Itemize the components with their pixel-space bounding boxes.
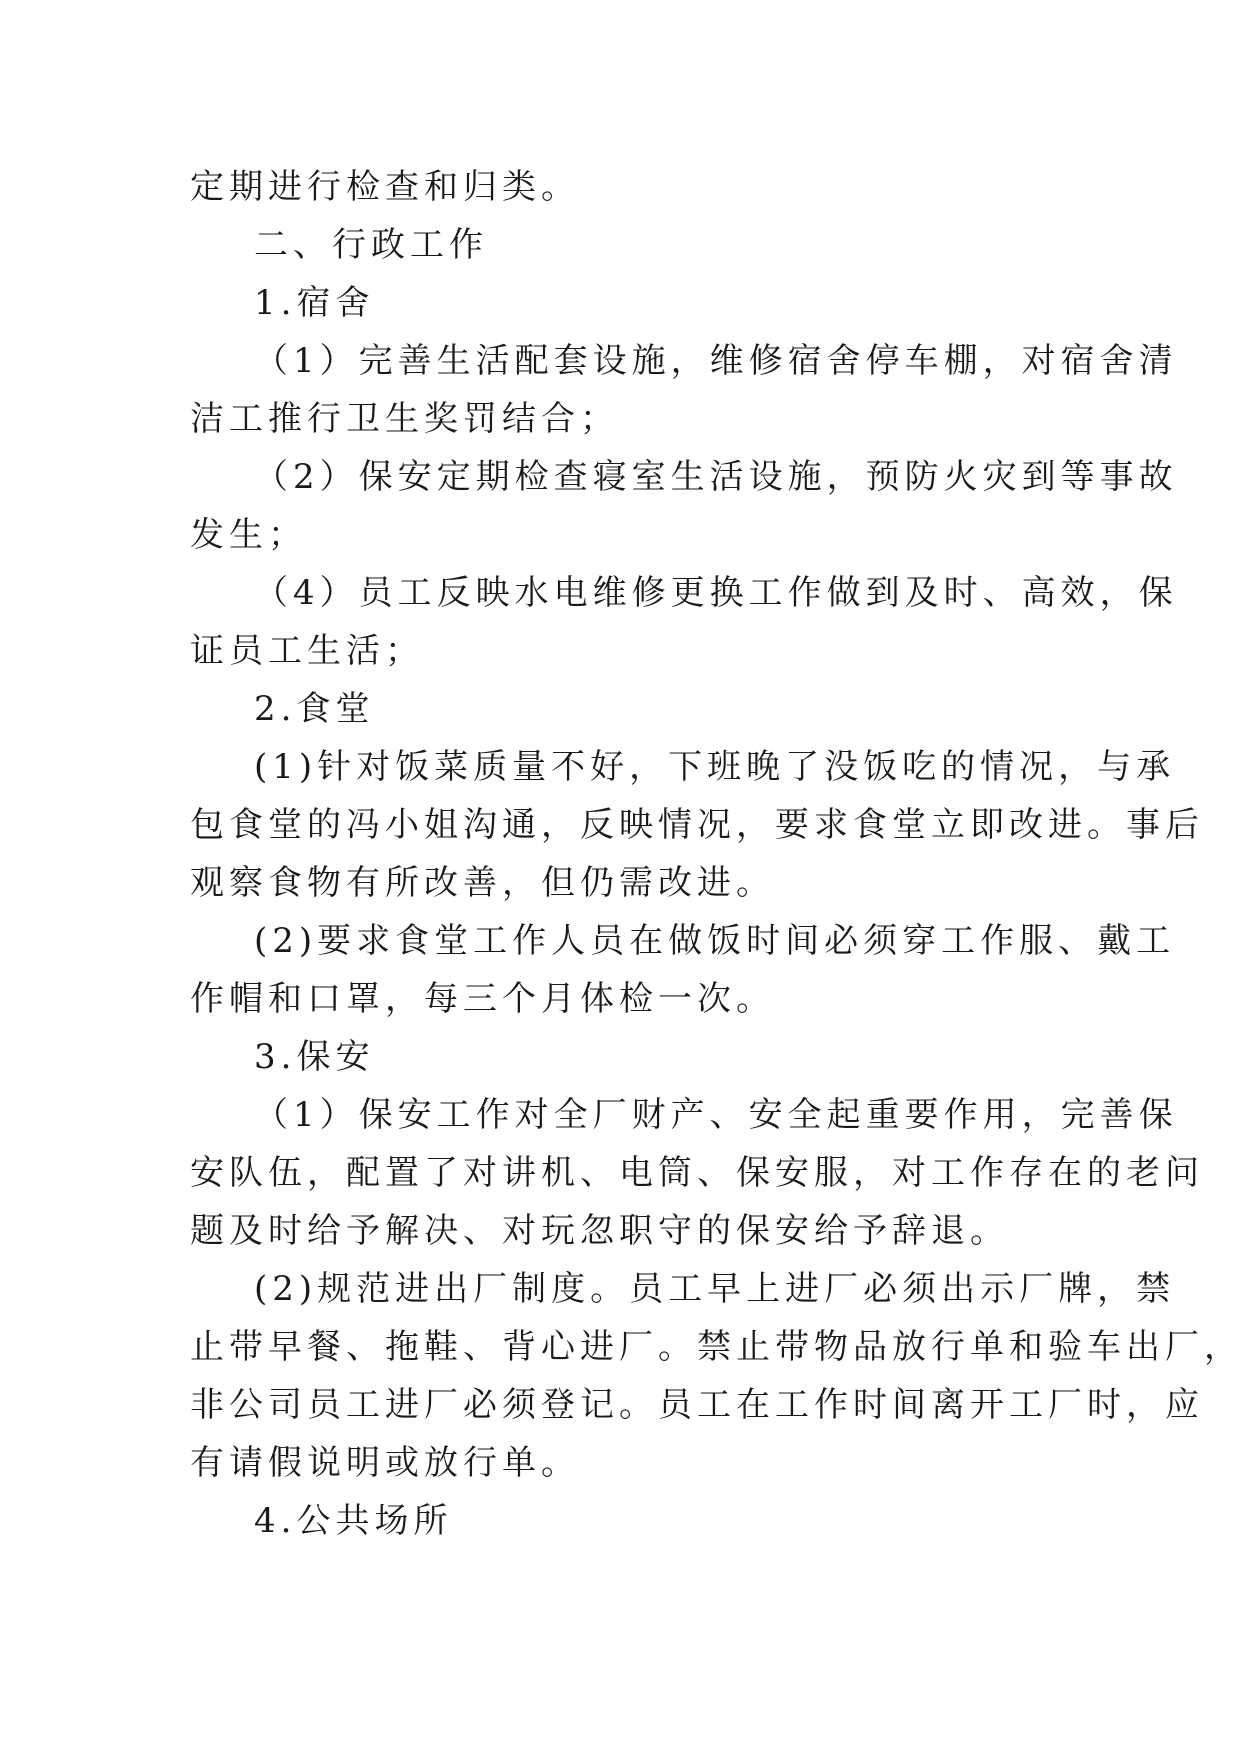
text-line: （1）完善生活配套设施，维修宿舍停车棚，对宿舍清: [254, 341, 1178, 381]
document-body: [190, 158, 1243, 1550]
text-line: 安队伍，配置了对讲机、电筒、保安服，对工作存在的老问: [190, 1153, 1204, 1193]
text-line: （1）保安工作对全厂财产、安全起重要作用，完善保: [254, 1095, 1178, 1135]
subsection-heading: 1.宿舍: [254, 283, 375, 323]
text-line: 包食堂的冯小姐沟通，反映情况，要求食堂立即改进。事后: [190, 805, 1204, 845]
text-line: 有请假说明或放行单。: [190, 1443, 580, 1483]
text-line: 非公司员工进厂必须登记。员工在工作时间离开工厂时，应: [190, 1385, 1204, 1425]
text-line: (2)规范进出厂制度。员工早上进厂必须出示厂牌，禁: [254, 1269, 1176, 1309]
text-line: (1)针对饭菜质量不好，下班晚了没饭吃的情况，与承: [254, 747, 1176, 787]
text-line: 发生；: [190, 515, 307, 555]
subsection-heading: 2.食堂: [254, 689, 375, 729]
section-heading: 二、行政工作: [254, 225, 488, 265]
text-line: 洁工推行卫生奖罚结合；: [190, 399, 619, 439]
text-line: (2)要求食堂工作人员在做饭时间必须穿工作服、戴工: [254, 921, 1176, 961]
text-line: 观察食物有所改善，但仍需改进。: [190, 863, 775, 903]
text-line: 止带早餐、拖鞋、背心进厂。禁止带物品放行单和验车出厂，: [190, 1327, 1243, 1367]
text-line: 题及时给予解决、对玩忽职守的保安给予辞退。: [190, 1211, 1009, 1251]
subsection-heading: 3.保安: [254, 1037, 375, 1077]
text-line: （4）员工反映水电维修更换工作做到及时、高效，保: [254, 573, 1178, 613]
subsection-heading: 4.公共场所: [254, 1501, 453, 1541]
text-line: 定期进行检查和归类。: [190, 167, 580, 207]
text-line: （2）保安定期检查寝室生活设施，预防火灾到等事故: [254, 457, 1178, 497]
text-line: 证员工生活；: [190, 631, 424, 671]
text-line: 作帽和口罩，每三个月体检一次。: [190, 979, 775, 1019]
